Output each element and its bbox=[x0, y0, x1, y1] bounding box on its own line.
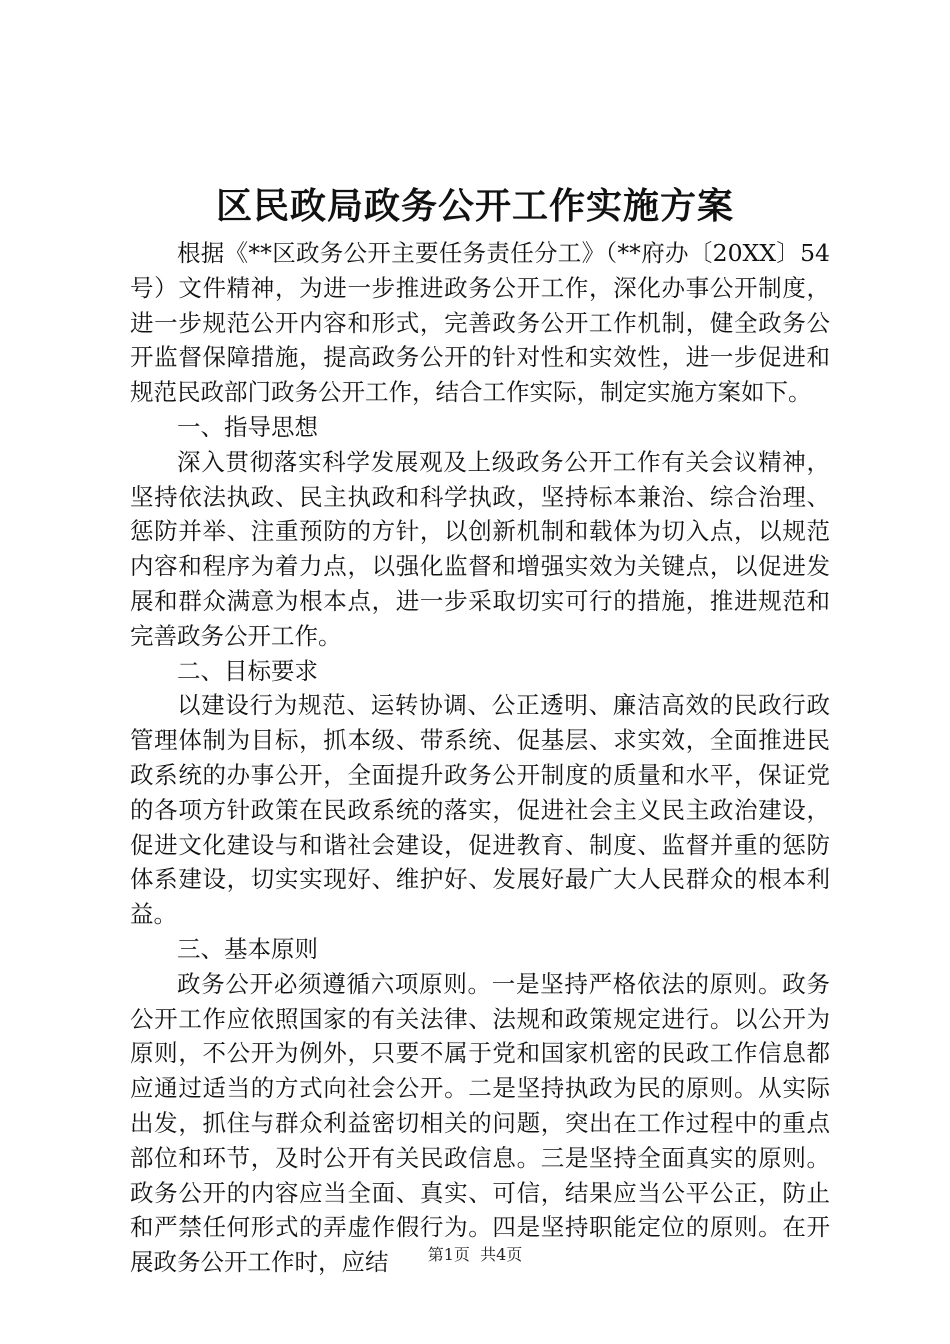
footer-separator bbox=[470, 1245, 480, 1264]
document-body bbox=[130, 236, 830, 1280]
page-total: 共4页 bbox=[480, 1245, 523, 1264]
section-heading-guiding-ideology: 一、指导思想 bbox=[177, 412, 318, 441]
principles-paragraph: 政务公开必须遵循六项原则。一是坚持严格依法的原则。政务公开工作应依照国家的有关法律、法规和政策规定进行。以公开为原则，不公开为例外，只要不属于党和国家机密的民政工作信息都应通过适当的方式向社会公开。二是坚持执政为民的原则。从实际出发，抓住与群众利益密切相关的问题，突出在工作过程中的重点部位和环节，及时公开有关民政信息。三是坚持全面真实的原则。政务公开的内容应当全面、真实、可信，结果应当公平公正，防止和严禁任何形式的弄虚作假行为。四是坚持职能定位的原则。在开展政务公开工作时，应结 bbox=[130, 969, 830, 1277]
intro-paragraph: 根据《**区政务公开主要任务责任分工》（**府办〔20XX〕54号）文件精神，为进一步推进政务公开工作，深化办事公开制度，进一步规范公开内容和形式，完善政务公开工作机制，健全政务公开监督保障措施，提高政务公开的针对性和实效性，进一步促进和规范民政部门政务公开工作，结合工作实际，制定实施方案如下。 bbox=[130, 239, 830, 407]
goals-paragraph: 以建设行为规范、运转协调、公正透明、廉洁高效的民政行政管理体制为目标，抓本级、带系统、促基层、求实效，全面推进民政系统的办事公开，全面提升政务公开制度的质量和水平，保证党的各项方针政策在民政系统的落实，促进社会主义民主政治建设，促进文化建设与和谐社会建设，促进教育、制度、监督并重的惩防体系建设，切实实现好、维护好、发展好最广大人民群众的根本利益。 bbox=[130, 691, 830, 929]
section-heading-principles: 三、基本原则 bbox=[177, 934, 318, 963]
section-heading-goals: 二、目标要求 bbox=[177, 656, 318, 685]
guiding-ideology-paragraph: 深入贯彻落实科学发展观及上级政务公开工作有关会议精神，坚持依法执政、民主执政和科学执政，坚持标本兼治、综合治理、惩防并举、注重预防的方针，以创新机制和载体为切入点，以规范内容和程序为着力点，以强化监督和增强实效为关键点，以促进发展和群众满意为根本点，进一步采取切实可行的措施，推进规范和完善政务公开工作。 bbox=[130, 447, 830, 650]
document-title: 区民政局政务公开工作实施方案 bbox=[215, 185, 734, 227]
page-footer bbox=[0, 1244, 950, 1266]
page-number: 第1页 bbox=[427, 1245, 470, 1264]
